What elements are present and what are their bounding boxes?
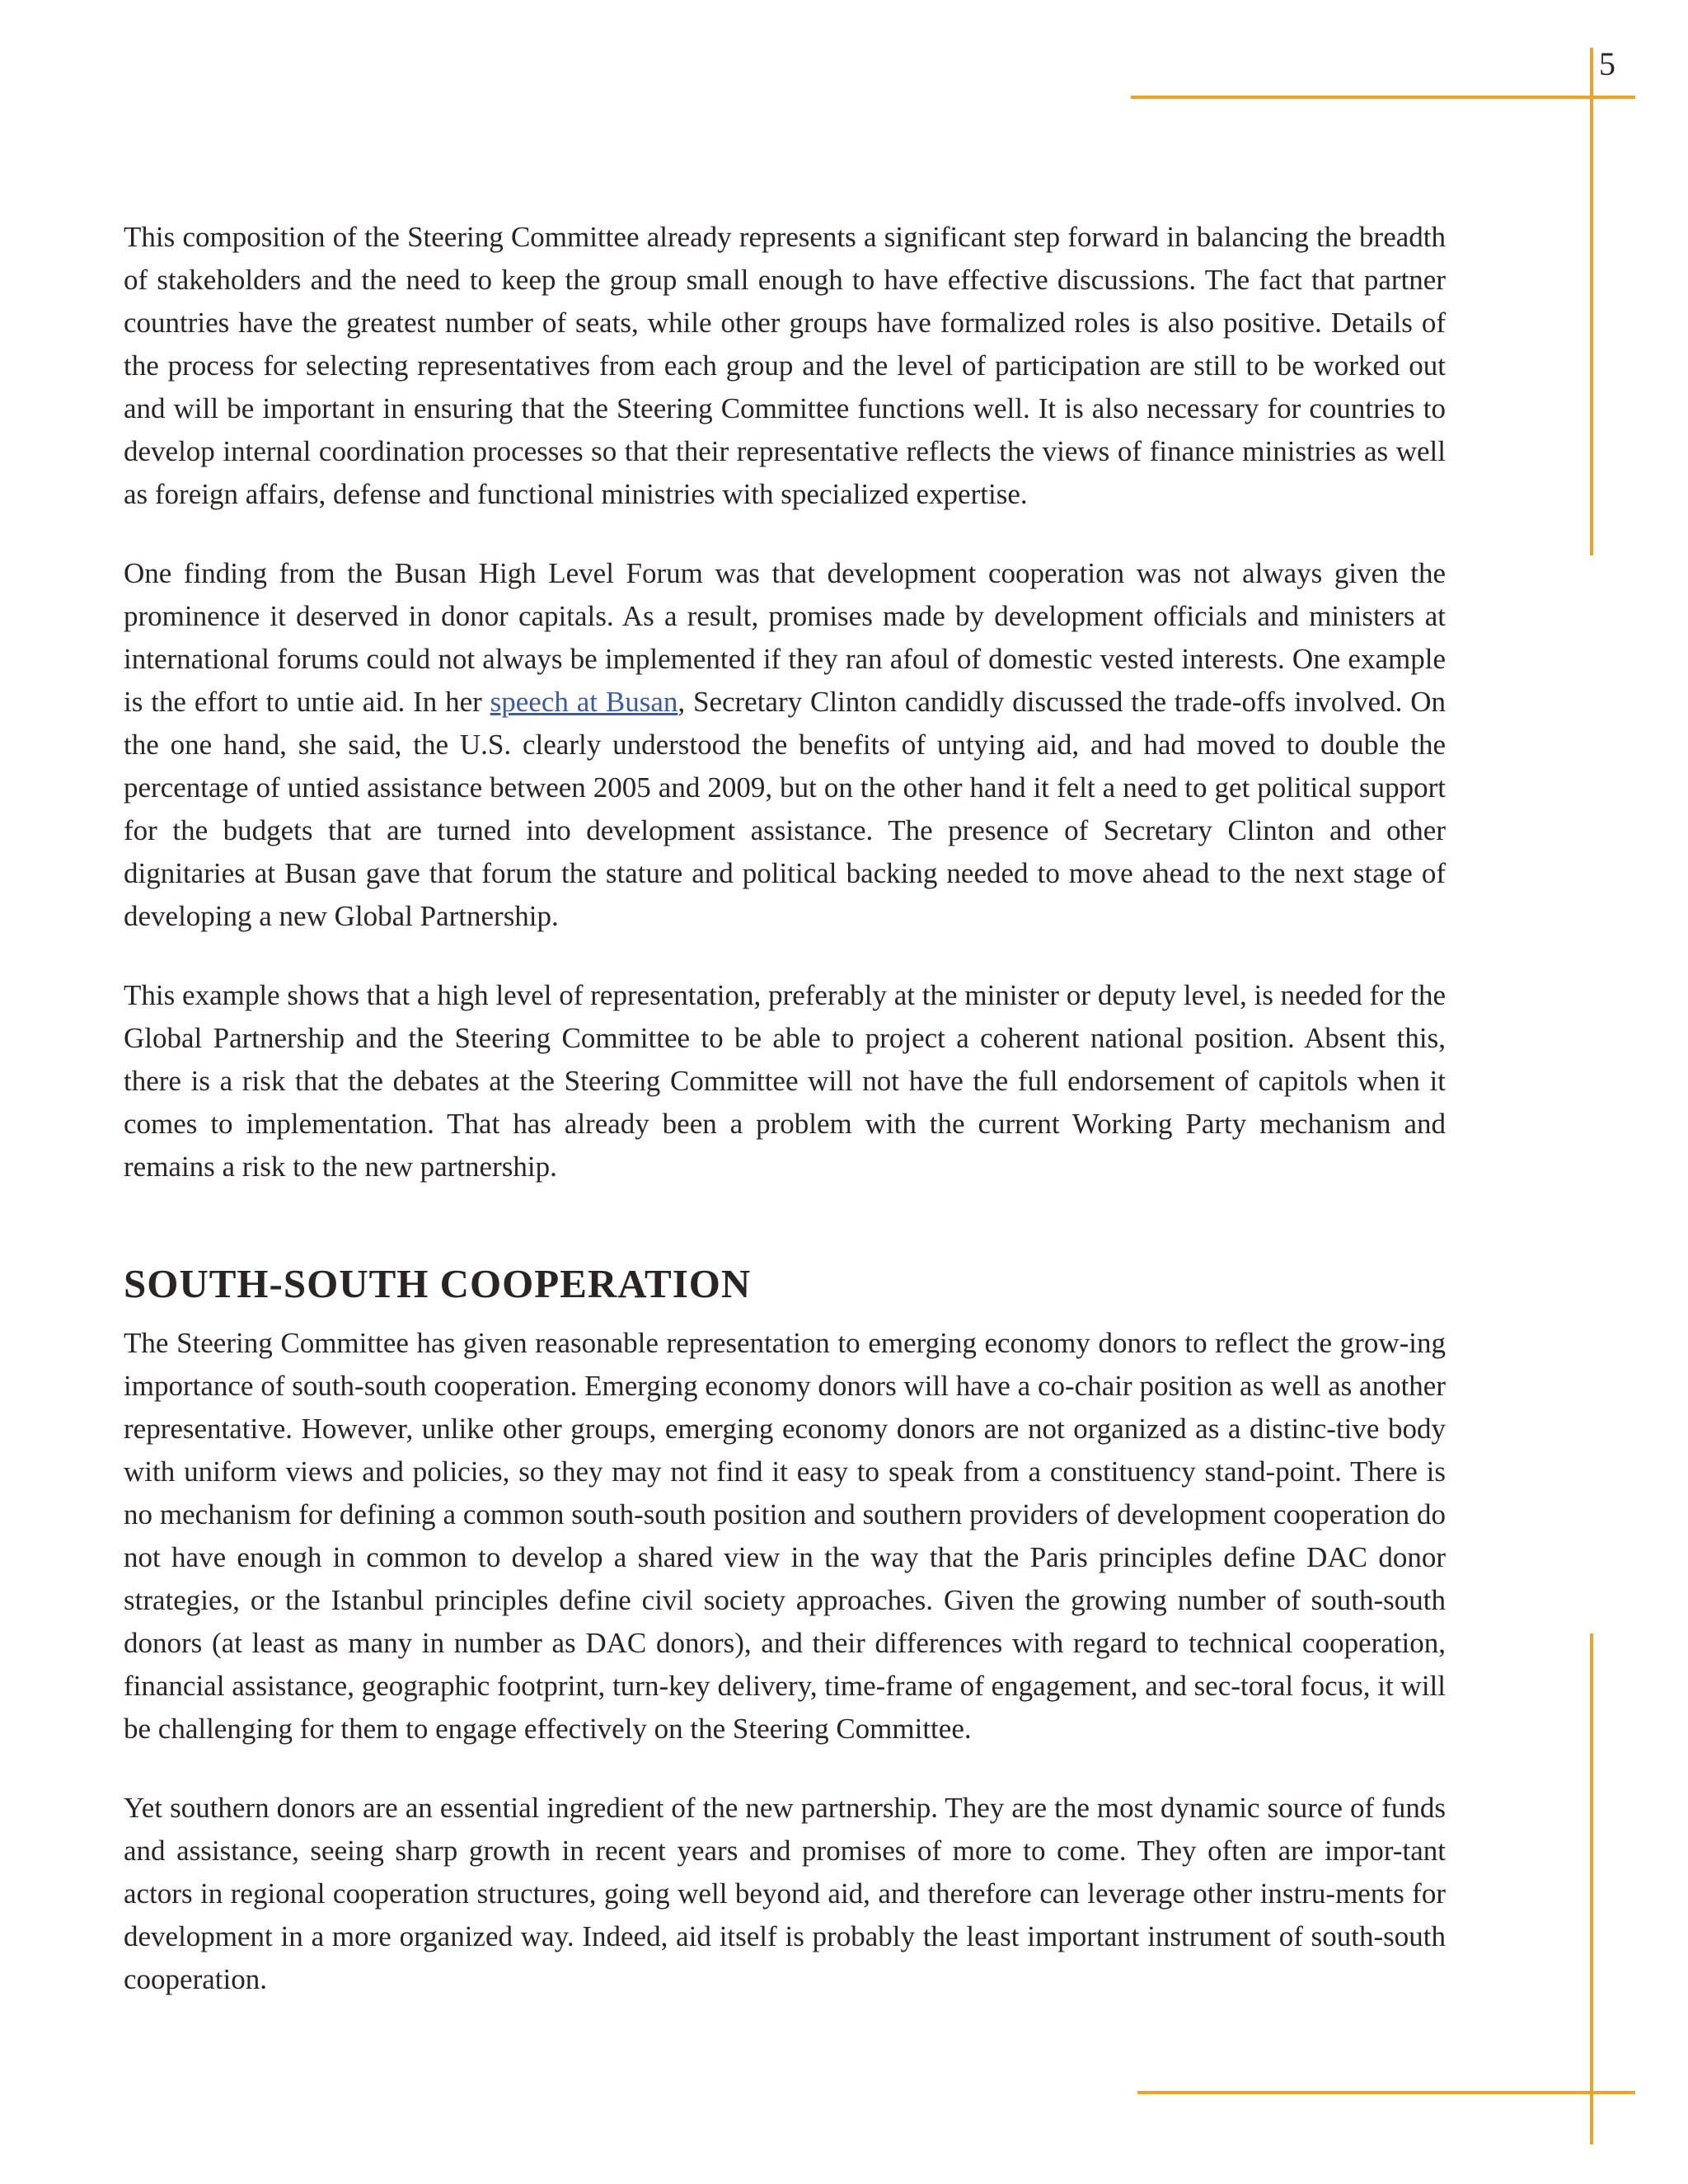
top-corner-rule-vertical — [1590, 48, 1593, 555]
paragraph-representation-level: This example shows that a high level of representation, preferably at the minister or deputy level, is needed for the Global Partnership and the Steering Committee to be able to project a coherent national position. Absent this, there is a risk that the debates at the Steering Committee will not have the full endorsement of capitols when it comes to implementation. That has already been a problem with the current Working Party mechanism and remains a risk to the new partnership. — [124, 979, 1446, 1183]
bottom-corner-rule-vertical — [1590, 1633, 1593, 2144]
bottom-corner-rule-horizontal — [1137, 2091, 1635, 2094]
section-heading-south-south-cooperation: SOUTH-SOUTH COOPERATION — [124, 1261, 752, 1306]
paragraph-busan-forum-text-start: One finding from the Busan High Level Forum was that development cooperation was not always given the prominence it deserved in donor capitals. As a result, promises made by development officials and ministers at international forums could not always be implemented if they ran afoul of domestic vested interests. One example is the effort to untie aid. In her — [124, 557, 1446, 718]
paragraph-emerging-economy-donors: The Steering Committee has given reasonable representation to emerging economy donors to reflect the grow-ing importance of south-south cooperation. Emerging economy donors will have a co-chair position as well as another representative. However, unlike other groups, emerging economy donors are not organized as a distinc-tive body with uniform views and policies, so they may not find it easy to speak from a constituency stand-point. There is no mechanism for defining a common south-south position and southern providers of development cooperation do not have enough in common to develop a shared view in the way that the Paris principles define DAC donor strategies, or the Istanbul principles define civil society approaches. Given the growing number of south-south donors (at least as many in number as DAC donors), and their differences with regard to technical cooperation, financial assistance, geographic footprint, turn-key delivery, time-frame of engagement, and sec-toral focus, it will be challenging for them to engage effectively on the Steering Committee. — [124, 1327, 1446, 1745]
page-body — [124, 216, 1446, 2001]
top-corner-rule-horizontal — [1131, 96, 1635, 99]
paragraph-southern-donors: Yet southern donors are an essential ingredient of the new partnership. They are the most dynamic source of funds and assistance, seeing sharp growth in recent years and promises of more to come. They often are impor-tant actors in regional cooperation structures, going well beyond aid, and therefore can leverage other instru-ments for development in a more organized way. Indeed, aid itself is probably the least important instrument of south-south cooperation. — [124, 1792, 1446, 1995]
paragraph-busan-forum — [124, 552, 1446, 938]
paragraph-busan-forum-text-end: , Secretary Clinton candidly discussed the trade-offs involved. On the one hand, she said, the U.S. clearly understood the benefits of untying aid, and had moved to double the percentage of untied assistance between 2005 and 2009, but on the other hand it felt a need to get political support for the budgets that are turned into development assistance. The presence of Secretary Clinton and other dignitaries at Busan gave that forum the stature and political backing needed to move ahead to the next stage of developing a new Global Partnership. — [124, 686, 1447, 932]
speech-at-busan-link[interactable]: speech at Busan — [490, 686, 678, 718]
paragraph-steering-committee-composition: This composition of the Steering Committee already represents a significant step forward in balancing the breadth of stakeholders and the need to keep the group small enough to have effective discussions. The fact that partner countries have the greatest number of seats, while other groups have formalized roles is also positive. Details of the process for selecting representatives from each group and the level of participation are still to be worked out and will be important in ensuring that the Steering Committee functions well. It is also necessary for countries to develop internal coordination processes so that their representative reflects the views of finance ministries as well as foreign affairs, defense and functional ministries with specialized expertise. — [124, 221, 1446, 510]
page-number: 5 — [1599, 45, 1615, 82]
